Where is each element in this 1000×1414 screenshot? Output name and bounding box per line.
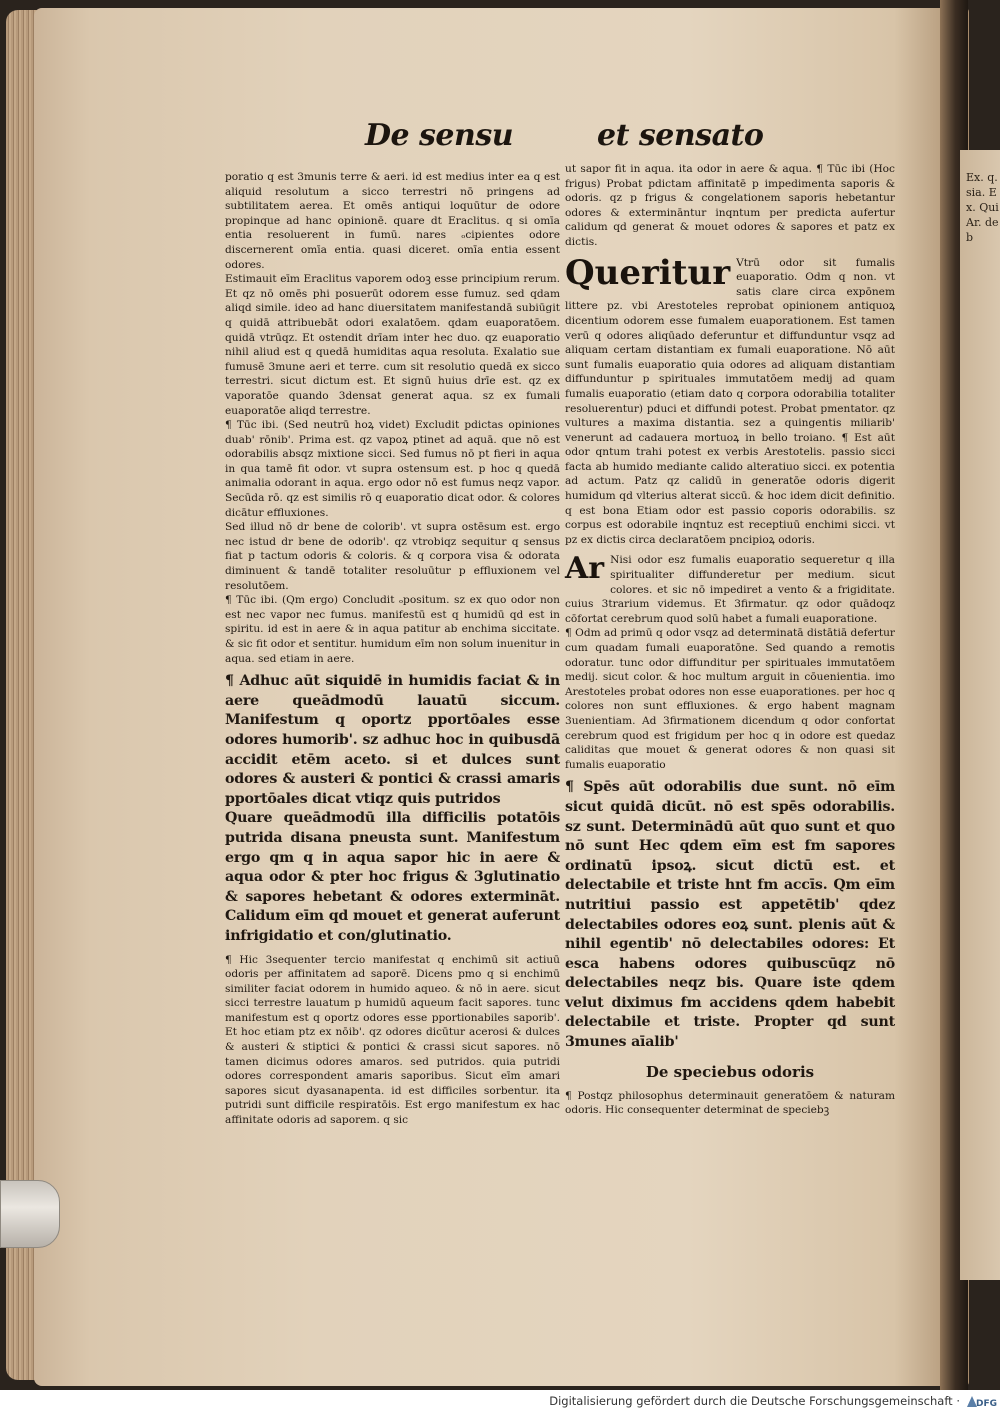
question-text: Vtrū odor sit fumalis euaporatio. Odm q non. vt satis clare circa expōnem littere pz. vbi Arestoteles reprobat opinionem antiquoꝝ dicentium odorem esse fumalem euaporationem. Est tamen verū q odores aliqūado deferuntur et diffunduntur vsqz ad aliquam certam distantiam ex fumali euaporatione. Nō aūt sunt fumalis euaporatio quia odores ad aliquam distantiam diffunduntur p spirituales immutatōem medij ad quam fumalis euaporatio (etiam dato q corpora odorabilia totaliter resoluerentur) pduci et diffundi potest. Probat pmentator. qz vultures a maxima distantia. sez a quingentis miliarib' venerunt ad cadauera mortuoꝝ in bello troiano. ¶ Est aūt odor qntum trahi potest ex verbis Arestotelis. passio sicci facta ab humido mediante calido alteratiuo sicci. ex potentia ad actum. Patz qz calidū in generatōe odoris digerit humidum qd vlterius alterat siccū. & hoc idem dicit definitio. q est bona Etiam odor est passio coporis odorabilis. sz corpus est odorabile inqntuz est receptiuū enchimi sicci. vt pz ex dictis circa declaratōem pncipioꝝ odoris. bbox=[565, 256, 895, 546]
facing-page-fragment bbox=[960, 150, 1000, 1280]
commentary-paragraph: Estimauit eīm Eraclitus vaporem odoꝫ esse principium rerum. Et qz nō omēs phi posuerūt odorem esse fumuz. sed qdam aliqd simile. ideo ad hanc diuersitatem manifestandā subiūgit q quidā attribuebāt odori exalatōem. qdam euaporatōem. quidā vtrūqz. Et ostendit drīam inter hec duo. qz euaporatio nihil aliud est q quedā humiditas aqua resoluta. Exalatio sue fumusē 3mune aeri et terre. cum sit resolutio quedā ex sicco terrestri. sicut dictum est. Et signū huius drīe est. qz ex vaporatōe quando 3densat generat aqua. sz ex fumali euaporatōe aliqd terrestre. bbox=[225, 273, 560, 417]
footer-bar bbox=[0, 1390, 1000, 1414]
commentary-paragraph: Sed illud nō dr bene de colorib'. vt supra ostēsum est. ergo nec istud dr bene de odorib'. qz vtrobiqz sequitur q sensus fiat p tactum odoris & coloris. & q corpora visa & odorata diminuent & tandē totaliter resoluūtur p effluxionem vel resolutōem. bbox=[225, 521, 560, 592]
left-column bbox=[225, 170, 560, 1128]
svg-text:DFG: DFG bbox=[976, 1399, 998, 1409]
commentary-paragraph: ¶ Hic 3sequenter tercio manifestat q enchimū sit actiuū odoris per affinitatem ad saporē. Dicens pmo q si enchimū similiter faciat odorem in humido aqueo. & nō in aere. sicut sicci terrestre lauatum p humidū aqueum facit sapores. tunc manifestum est q oportz odores esse pportionabiles saporib'. Et hoc etiam ptz ex nōib'. qz odores dicūtur acerosi & dulces & austeri & stiptici & pontici & crassi sicut sapores. nō tamen dicimus odores amaros. sed putridos. quia putridi odores correspondent amaris saporibus. Sicut eīm amari sapores sicut dyasanapenta. id est difficiles sorbentur. ita putridi sunt difficile respiratōis. Est ergo manifestum ex hac affinitate odoris ad saporem. q sic bbox=[225, 953, 560, 1127]
aristotle-text-paragraph: Quare queādmodū illa difficilis potatōis putrida disana pneusta sunt. Manifestum ergo qm q in aqua sapor hic in aere & aqua odor & pter hoc frigus & 3glutinatio & sapores hebetant & odores extermināt. Calidum eīm qd mouet et generat auferunt infrigidatio et con/glutinatio. bbox=[225, 810, 560, 944]
commentary-paragraph: ut sapor fit in aqua. ita odor in aere & aqua. ¶ Tūc ibi (Hoc frigus) Probat pdictam affinitatē p impedimenta saporis & odoris. qz p frigus & congelationem saporis hebetantur odores & extermināntur inqntum per predicta aufertur calidum qd generat & mouet odores & sapores et patz ex dictis. bbox=[565, 163, 895, 248]
aristotle-text-paragraph: ¶ Adhuc aūt siquidē in humidis faciat & in aere queādmodū lauatū siccum. Manifestum q oportz pportōales esse odores humorib'. sz adhuc hoc in quibusdā accidit etēm aceto. si et dulces sunt odores & austeri & pontici & crassi amaris pportōales dicat vtiqz quis putridos bbox=[225, 673, 560, 807]
section-subheading: De speciebus odoris bbox=[645, 1062, 815, 1081]
page-clip bbox=[0, 1180, 60, 1248]
commentary-paragraph: ¶ Postqz philosophus determinauit generatōem & naturam odoris. Hic consequenter determinat de speciebꝫ bbox=[565, 1089, 895, 1117]
argument-text: Nisi odor esz fumalis euaporatio sequeretur q illa spiritualiter diffunderetur per medium. sicut colores. et sic nō impediret a vento & a frigiditate. cuius 3trarium videmus. Et 3firmatur. qz odor quādoqz cōfortat cerebrum quod solū habet a fumali euaporatione. bbox=[565, 554, 895, 625]
right-column bbox=[565, 162, 895, 1118]
funding-credit: Digitalisierung gefördert durch die Deutsche Forschungsgemeinschaft · bbox=[549, 1394, 960, 1408]
running-head bbox=[365, 118, 765, 166]
running-head-left: De sensu bbox=[365, 118, 514, 153]
aristotle-text-paragraph: ¶ Spēs aūt odorabilis due sunt. nō eīm sicut quidā dicūt. nō est spēs odorabilis. sz sunt. Determinādū aūt quo sunt et quo nō sunt Hec qdem eīm est fm sapores ordinatū ipsoꝝ. sicut dictū est. et delectabile et triste hnt fm accīs. Qm eīm nutritiui passio est appetētib' qdez delectabiles odores eoꝝ sunt. plenis aūt & nihil egentib' nō delectabiles odores: Et esca habens odores quibuscūqz nō delectabiles neqz bis. Quare iste qdem velut diximus fm accidens qdem habebit delectabile et triste. Propter qd sunt 3munes aīalib' bbox=[565, 779, 895, 1051]
commentary-paragraph: ¶ Tūc ibi. (Sed neutrū hoꝝ videt) Excludit pdictas opiniones duab' rōnib'. Prima est. qz vapoꝝ ptinet ad aquā. que nō est odorabilis absqz mixtione sicci. Sed fumus nō pt fieri in aqua in qua tamē fit odor. vt supra ostensum est. p hoc q quedā animalia odorant in aqua. ergo odor nō est fumus neqz vapor. Secūda rō. qz est similis rō q euaporatio dicat odor. & colores dicātur effluxiones. bbox=[225, 419, 560, 519]
question-heading: Queritur bbox=[565, 252, 731, 293]
reply-paragraph: ¶ Odm ad primū q odor vsqz ad determinatā distātiā defertur cum quadam fumali euaporatōne. Sed quando a remotis odoratur. tunc odor diffunditur per spirituales immutatōem medij. sicut color. & hoc multum arguit in cōuenientia. imo Arestoteles probat odores non esse euaporationes. per hoc q colores non sunt effluxiones. & ergo habent magnam 3uenientiam. Ad 3firmationem dicendum q odor confortat cerebrum quod est frigidum per hoc q in odore est quedaz caliditas que mouet & generat odores & non quasi sit fumalis euaporatio bbox=[565, 627, 895, 771]
commentary-paragraph: poratio q est 3munis terre & aeri. id est medius inter ea q est aliquid resolutum a sicco terrestri nō pringens ad subtilitatem aerea. Et omēs antiqui loquūtur de odore propinque ad hanc opinionē. quare dt Eraclitus. q si omīa entia resoluerent in fumū. nares ₒcipientes odore discernerent omīa entia. quasi diceret. omīa entia essent odores. bbox=[225, 171, 560, 271]
argument-initial: Ar bbox=[565, 551, 605, 587]
dfg-logo-icon bbox=[966, 1394, 998, 1409]
facing-page-text: Ex. q. sia. Ex. Qui Ar. deb bbox=[966, 171, 999, 244]
argument-paragraph bbox=[565, 553, 895, 626]
running-head-right: et sensato bbox=[597, 118, 764, 153]
question-paragraph bbox=[565, 252, 895, 548]
commentary-paragraph: ¶ Tūc ibi. (Qm ergo) Concludit ₒpositum. sz ex quo odor non est nec vapor nec fumus. manifestū est q humidū qd est in spiritu. id est in aere & in aqua patitur ab enchima siccitate. & sic fit odor et sentitur. humidum eīm non solum inuenitur in aqua. sed etiam in aere. bbox=[225, 594, 560, 665]
